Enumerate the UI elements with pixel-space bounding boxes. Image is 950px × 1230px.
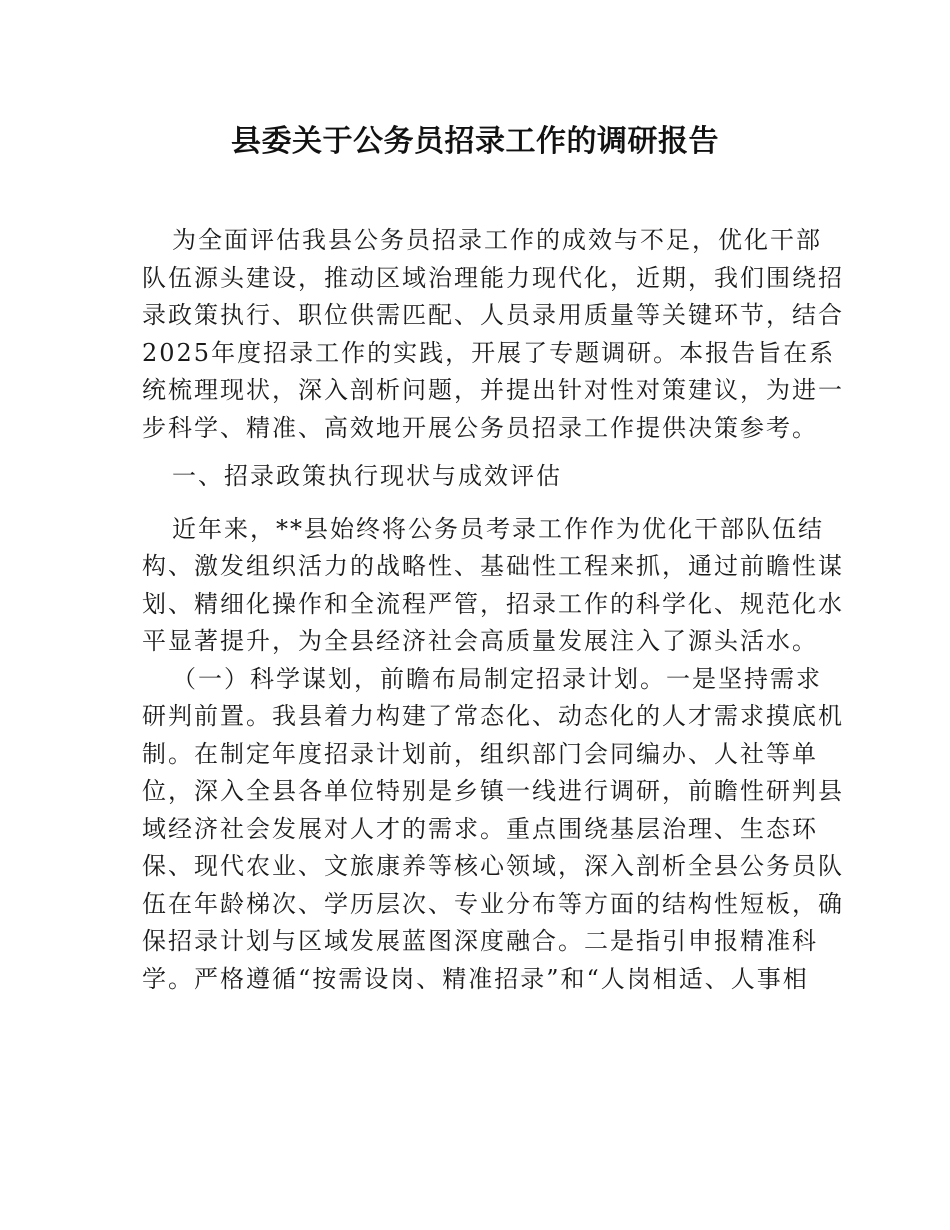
text-line: 划、精细化操作和全流程严管，招录工作的科学化、规范化水	[142, 589, 844, 618]
text-line: 统梳理现状，深入剖析问题，并提出针对性对策建议，为进一	[142, 376, 844, 404]
text-line: 制。在制定年度招录计划前，组织部门会同编办、人社等单	[142, 739, 818, 768]
text-line: 步科学、精准、高效地开展公务员招录工作提供决策参考。	[142, 413, 818, 442]
section-heading	[142, 458, 808, 496]
text-line: 构、激发组织活力的战略性、基础性工程来抓，通过前瞻性谋	[142, 552, 844, 580]
overview-paragraph	[142, 511, 844, 661]
text-line: 平显著提升，为全县经济社会高质量发展注入了源头活水。	[142, 627, 818, 655]
document-body	[142, 222, 844, 998]
text-line: 录政策执行、职位供需匹配、人员录用质量等关键环节，结合	[142, 301, 844, 329]
text-line: 学。严格遵循“按需设岗、精准招录”和“人岗相适、人事相	[142, 964, 809, 993]
text-line: 保、现代农业、文旅康养等核心领域，深入剖析全县公务员队	[142, 852, 844, 880]
intro-paragraph	[142, 222, 844, 447]
text-line: 2025年度招录工作的实践，开展了专题调研。本报告旨在系	[142, 338, 836, 367]
document-title: 县委关于公务员招录工作的调研报告	[231, 124, 719, 159]
text-line: 队伍源头建设，推动区域治理能力现代化，近期，我们围绕招	[142, 263, 844, 292]
text-line: 域经济社会发展对人才的需求。重点围绕基层治理、生态环	[142, 814, 818, 843]
section-heading-text: 一、招录政策执行现状与成效评估	[172, 462, 562, 490]
text-line: 研判前置。我县着力构建了常态化、动态化的人才需求摸底机	[142, 702, 844, 730]
text-line: 位，深入全县各单位特别是乡镇一线进行调研，前瞻性研判县	[142, 777, 844, 805]
subsection-paragraph	[142, 661, 844, 999]
text-line: 近年来，**县始终将公务员考录工作作为优化干部队伍结	[172, 514, 824, 543]
text-line: （一）科学谋划，前瞻布局制定招录计划。一是坚持需求	[172, 664, 822, 693]
text-line: 伍在年龄梯次、学历层次、专业分布等方面的结构性短板，确	[142, 889, 844, 918]
text-line: 保招录计划与区域发展蓝图深度融合。二是指引申报精准科	[142, 927, 818, 955]
text-line: 为全面评估我县公务员招录工作的成效与不足，优化干部	[172, 226, 822, 254]
